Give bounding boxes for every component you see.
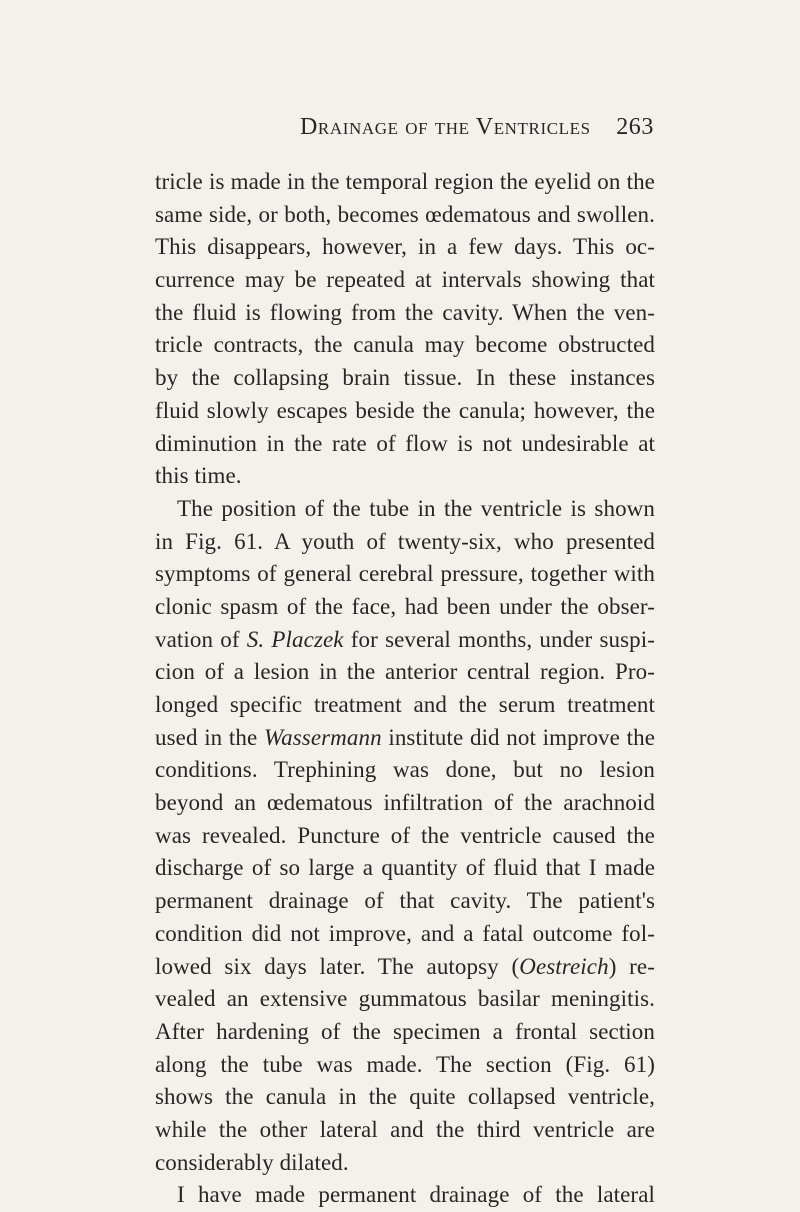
text-line: diminution in the rate of flow is not undesirable at: [155, 430, 655, 456]
text-line: considerably dilated.: [155, 1149, 349, 1175]
text-line: This disappears, however, in a few days. This oc-: [155, 234, 655, 260]
text-line: discharge of so large a quantity of fluid that I made: [155, 855, 655, 881]
text-line: [155, 624, 655, 657]
line-text: vation of: [155, 626, 247, 652]
text-line: longed specific treatment and the serum treatment: [155, 692, 655, 717]
running-head: [300, 114, 654, 150]
text-line: currence may be repeated at intervals showing that: [155, 267, 655, 293]
text-line: in Fig. 61. A youth of twenty-six, who presented: [155, 528, 655, 554]
text-line: beyond an œdematous infiltration of the arachnoid: [155, 790, 655, 816]
text-line: [155, 951, 655, 984]
institute-name: Wassermann: [263, 724, 382, 750]
text-line: vealed an extensive gummatous basilar meningitis.: [155, 986, 655, 1012]
page-number: 263: [616, 114, 654, 140]
text-line: the fluid is flowing from the cavity. When the ven-: [155, 299, 655, 325]
line-text: institute did not improve the: [381, 724, 655, 750]
text-line: conditions. Trephining was done, but no lesion: [155, 757, 655, 783]
author-name: S. Placzek: [246, 626, 344, 652]
author-name: Oestreich: [519, 953, 609, 979]
line-text: for several months, under suspi-: [343, 626, 655, 652]
line-text: ) re-: [608, 953, 655, 979]
text-line: while the other lateral and the third ventricle are: [155, 1116, 655, 1142]
body-text: [155, 166, 655, 1212]
text-line: After hardening of the specimen a frontal section: [155, 1018, 655, 1044]
line-text: used in the: [155, 724, 264, 750]
text-line: clonic spasm of the face, had been under the obser-: [155, 593, 655, 619]
text-line: permanent drainage of that cavity. The patient's: [155, 888, 655, 914]
text-line: I have made permanent drainage of the lateral: [177, 1182, 655, 1208]
line-text: lowed six days later. The autopsy (: [155, 953, 520, 979]
text-line: The position of the tube in the ventricle is shown: [177, 495, 655, 521]
text-line: tricle contracts, the canula may become obstructed: [155, 332, 655, 358]
text-line: [155, 722, 655, 755]
text-line: this time.: [155, 463, 242, 489]
running-title: Drainage of the Ventricles: [300, 114, 591, 140]
text-line: fluid slowly escapes beside the canula; however, the: [155, 397, 655, 423]
text-line: cion of a lesion in the anterior central region. Pro-: [155, 659, 655, 685]
text-line: condition did not improve, and a fatal outcome fol-: [155, 920, 655, 946]
text-line: by the collapsing brain tissue. In these instances: [155, 365, 655, 391]
text-line: same side, or both, becomes œdematous and swollen.: [155, 201, 655, 227]
text-line: along the tube was made. The section (Fig. 61): [155, 1051, 655, 1077]
text-line: was revealed. Puncture of the ventricle caused the: [155, 822, 655, 848]
text-line: tricle is made in the temporal region the eyelid on the: [155, 169, 655, 194]
text-line: shows the canula in the quite collapsed ventricle,: [155, 1084, 655, 1110]
text-line: symptoms of general cerebral pressure, together with: [155, 561, 655, 587]
